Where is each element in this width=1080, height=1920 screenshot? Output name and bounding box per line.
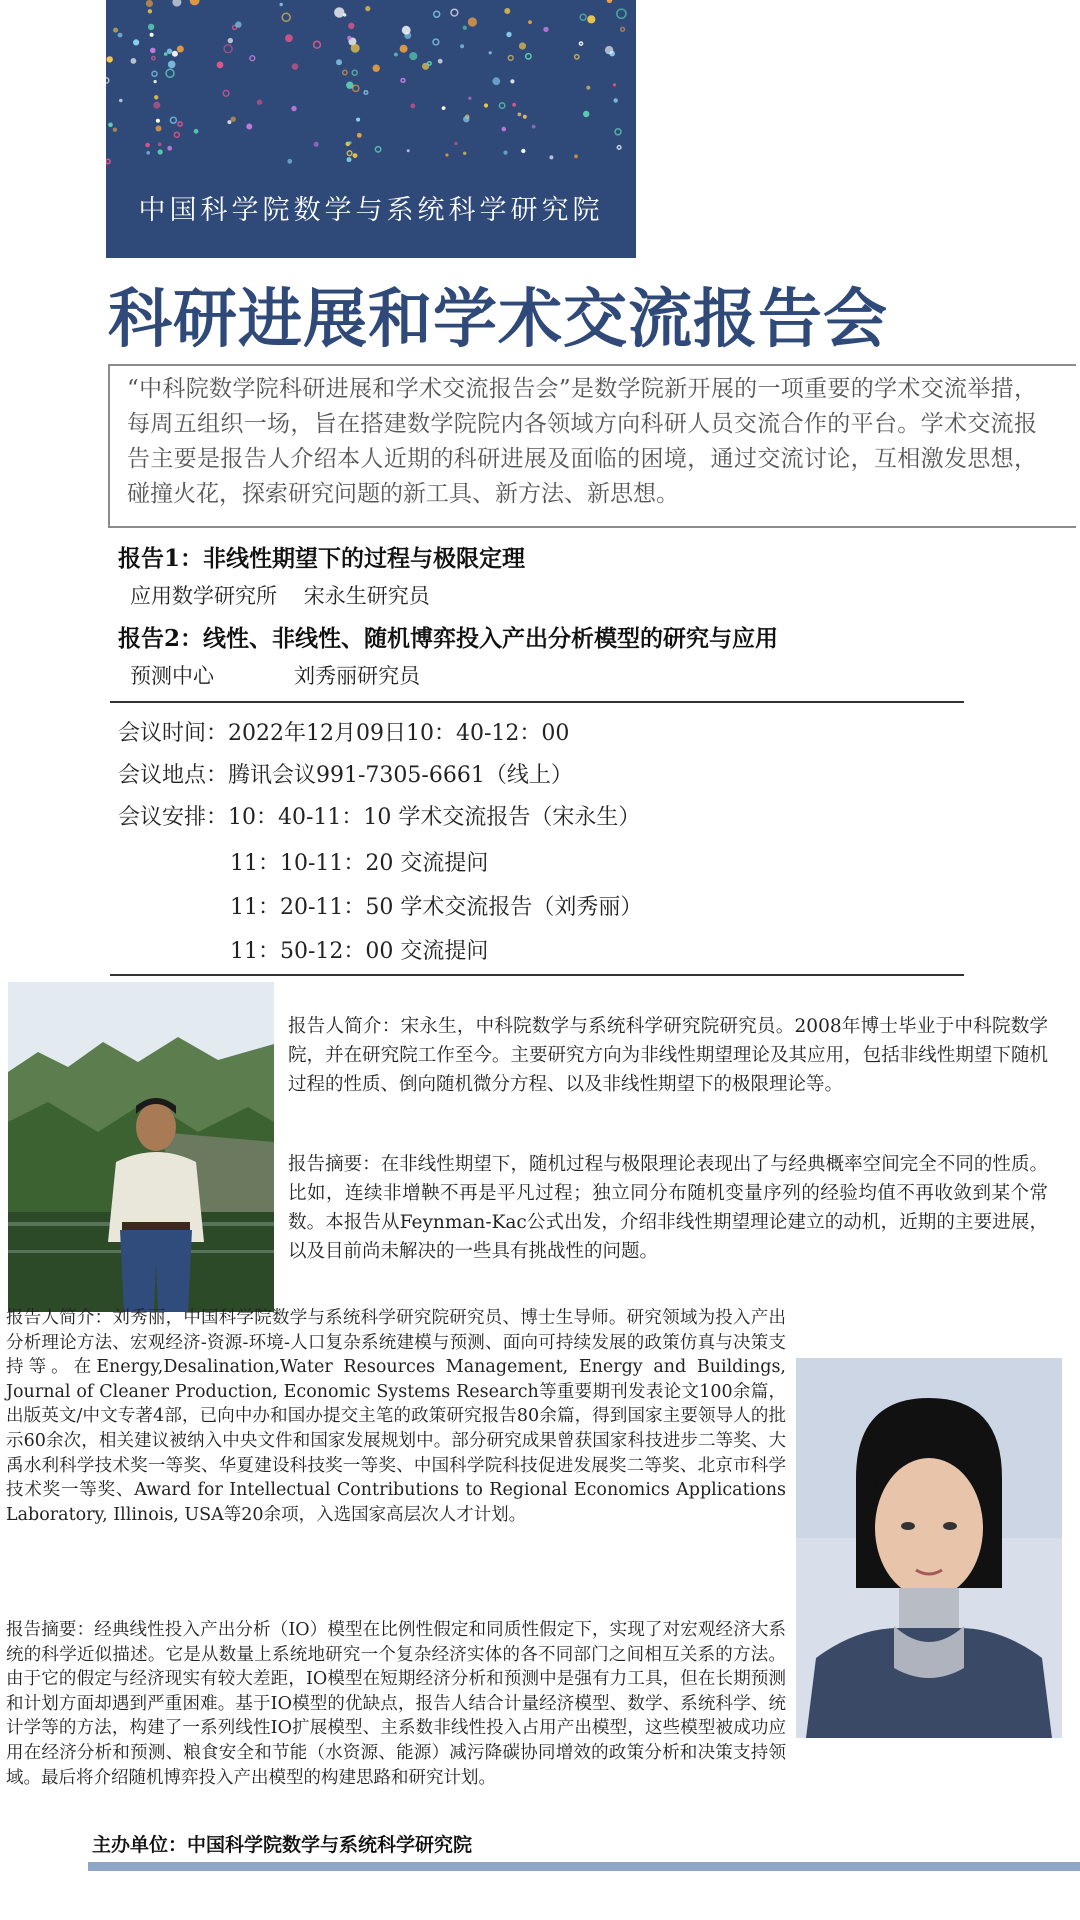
confetti-dot [336,59,342,65]
confetti-dot [463,26,467,30]
intro-text: “中科院数学院科研进展和学术交流报告会”是数学院新开展的一项重要的学术交流举措，每周五组织一场，旨在搭建数学院院内各领域方向科研人员交流合作的平台。学术交流报告主要是报告人介绍本人近期的科研进展及面临的困境，通过交流讨论，互相激发思想，碰撞火花，探索研究问题的新工具、新方法、新思想。 [127,376,1037,507]
schedule-item: 11：50-12：00 交流提问 [230,939,489,964]
confetti-dot [148,9,152,13]
confetti-dot [353,153,358,158]
confetti-dot [463,152,466,155]
confetti-dot [131,58,137,64]
confetti-dot [168,61,176,69]
confetti-dot [586,86,590,90]
report-1-title: 报告1：非线性期望下的过程与极限定理 [118,545,526,572]
confetti-dot [224,45,232,53]
confetti-dot [154,80,157,83]
confetti-dot [460,44,464,48]
confetti-dot [108,123,113,128]
confetti-dot [508,56,513,61]
confetti-dot [357,133,362,138]
confetti-dot [510,79,514,83]
confetti-dot [164,52,168,56]
confetti-dot [503,151,507,155]
confetti-dot [156,126,162,132]
confetti-dot [154,95,158,99]
confetti-dot [145,143,150,148]
speaker-1-abstract: 报告摘要：在非线性期望下，随机过程与极限理论表现出了与经典概率空间完全不同的性质。比如，连续非增鞅不再是平凡过程；独立同分布随机变量序列的经验均值不再收敛到某个常数。本报告从Feynman-Kac公式出发，介绍非线性期望理论建立的动机，近期的主要进展，以及目前尚未解决的一些具有挑战性的问题。 [288,1154,1048,1262]
confetti-dot [409,52,417,60]
confetti-dot [228,38,233,43]
confetti-dot [365,6,370,11]
confetti-dot [223,90,229,96]
confetti-dot [227,120,231,124]
confetti-dot [146,151,150,155]
confetti-dot [177,46,184,53]
confetti-dot [257,100,262,105]
confetti-dot [235,21,241,27]
confetti-dot [351,44,360,53]
confetti-dot [348,23,354,29]
report-2-speaker: 预测中心 刘秀丽研究员 [130,664,421,688]
confetti-dot [343,70,347,74]
confetti-dot [194,129,199,134]
confetti-dot [364,91,368,95]
confetti-dot [615,129,621,135]
confetti-dot [287,159,292,164]
confetti-dot [583,111,589,117]
confetti-dot [153,102,160,109]
confetti-dot [170,117,176,123]
confetti-dot [607,0,613,3]
confetti-dot [373,65,380,72]
institute-name: 中国科学院数学与系统科学研究院 [138,195,604,226]
confetti-dot [106,78,109,83]
confetti-dot [442,106,446,110]
confetti-dot [282,13,290,21]
confetti-dot [580,14,586,20]
confetti-dot [451,9,458,16]
meeting-place: 会议地点：腾讯会议991-7305-6661（线上） [118,763,573,788]
confetti-dot [454,142,458,146]
schedule-item: 11：10-11：20 交流提问 [230,851,489,876]
footer-bar [88,1862,1080,1871]
confetti-dot [428,62,431,65]
meeting-time: 会议时间：2022年12月09日10：40-12：00 [118,721,570,746]
confetti-dot [433,39,439,45]
confetti-dot [190,0,200,5]
confetti-dot [438,59,443,64]
confetti-dot [532,125,536,129]
confetti-dot [347,157,352,162]
confetti-dot [504,8,510,14]
report-1-speaker: 应用数学研究所 宋永生研究员 [130,584,430,608]
confetti-dot [285,34,293,42]
confetti-dot [352,70,357,75]
schedule-item: 11：20-11：50 学术交流报告（刘秀丽） [230,895,643,920]
confetti-dot [400,45,408,53]
schedule-item: 10：40-11：10 学术交流报告（宋永生） [228,805,641,830]
confetti-dot [167,49,173,55]
confetti-dot [356,118,360,122]
confetti-dot [353,85,359,91]
confetti-dot [617,9,626,18]
speaker-2-bio: 报告人简介：刘秀丽，中国科学院数学与系统科学研究院研究员、博士生导师。研究领域为投入产出分析理论方法、宏观经济-资源-环境-人口复杂系统建模与预测、面向可持续发展的政策仿真与决策支持等。在Energy,Desalination,Water Resources Management, Energy and Buildings, Journal of Cleaner Production, Economic Systems Research等重要期刊发表论文100余篇，出版英文/中文专著4部，已向中办和国办提交主笔的政策研究报告80余篇，得到国家主要领导人的批示60余次，相关建议被纳入中央文件和国家发展规划中。部分研究成果曾获国家科技进步二等奖、大禹水利科学技术奖一等奖、华夏建设科技奖一等奖、中国科学院科技促进发展奖二等奖、北京市科学技术奖一等奖、Award for Intellectual Contributions to Regional Economics Applications Laboratory, Illinois, USA等20余项，入选国家高层次人才计划。 [6,1308,786,1525]
confetti-dot [348,141,351,144]
confetti-dot [280,3,283,6]
confetti-dot [250,56,255,61]
confetti-dot [489,51,492,54]
confetti-dot [172,51,178,57]
page-title: 科研进展和学术交流报告会 [108,283,888,357]
organizer: 主办单位：中国科学院数学与系统科学研究院 [92,1834,473,1856]
confetti-dot [605,46,613,54]
confetti-dot [158,149,163,154]
speaker-2-abstract: 报告摘要：经典线性投入产出分析（IO）模型在比例性假定和同质性假定下，实现了对宏观经济大系统的科学近似描述。它是从数量上系统地研究一个复杂经济实体的各不同部门之间相互关系的方法。由于它的假定与经济现实有较大差距，IO模型在短期经济分析和预测中是强有力工具，但在长期预测和计划方面却遇到严重困难。基于IO模型的优缺点，报告人结合计量经济模型、数学、系统科学、统计学等的方法，构建了一系列线性IO扩展模型、主系数非线性投入占用产出模型，这些模型被成功应用在经济分析和预测、粮食安全和节能（水资源、能源）减污降碳协同增效的政策分析和决策支持领域。最后将介绍随机博弈投入产出模型的构建思路和研究计划。 [6,1620,786,1788]
confetti-dot [314,142,319,147]
confetti-dot [394,53,398,57]
confetti-dot [492,77,500,85]
confetti-dot [217,62,224,69]
confetti-dot [158,142,162,146]
confetti-dot [543,27,548,32]
confetti-dot [375,147,380,152]
confetti-dot [512,103,516,107]
confetti-dot [347,151,352,156]
confetti-dot [314,41,321,48]
confetti-dot [575,55,579,59]
confetti-dot [519,42,526,49]
confetti-dot [401,79,405,83]
confetti-dot [174,132,179,137]
confetti-dot [148,24,154,30]
divider [110,701,964,703]
confetti-dot [150,33,154,37]
confetti-dot [526,54,531,59]
confetti-dot [579,42,582,45]
confetti-dot [484,103,488,107]
confetti-dot [156,119,160,123]
confetti-dot [152,57,155,60]
speaker-2-photo [796,1358,1062,1738]
confetti-dot [246,124,252,130]
confetti-dot [146,0,153,7]
confetti-dot [407,149,410,152]
confetti-dot [167,146,172,151]
confetti-dot [621,27,625,31]
confetti-dot [178,122,182,126]
confetti-dot [152,71,157,76]
speaker-1-photo [8,982,274,1312]
speaker-1-bio: 报告人简介：宋永生，中科院数学与系统科学研究院研究员。2008年博士毕业于中科院数学院，并在研究院工作至今。主要研究方向为非线性期望理论及其应用，包括非线性期望下随机过程的性质、倒向随机微分方程、以及非线性期望下的极限理论等。 [288,1016,1048,1095]
confetti-dot [614,98,618,102]
confetti-dot [518,113,522,117]
confetti-dot [468,17,477,26]
confetti-dot [231,117,236,122]
confetti-dot [502,127,507,132]
schedule-label: 会议安排： [118,805,229,830]
confetti-dot [150,48,156,54]
confetti-dot [523,115,527,119]
confetti-dot [434,11,440,17]
confetti-dot [119,99,123,103]
confetti-dot [107,56,113,62]
confetti-dot [166,69,174,77]
confetti-dot [468,97,471,100]
confetti-dot [499,103,504,108]
confetti-dot [172,0,181,7]
confetti-dot [587,15,595,23]
confetti-dot [113,128,117,132]
confetti-dot [617,146,621,150]
confetti-dot [528,20,532,24]
report-2-title: 报告2：线性、非线性、随机博弈投入产出分析模型的研究与应用 [118,625,779,652]
confetti-dot [133,39,139,45]
dots-decoration [106,0,636,180]
confetti-dot [411,104,416,109]
confetti-dot [113,28,118,33]
divider [110,974,964,976]
confetti-dot [292,63,299,70]
confetti-dot [118,33,123,38]
confetti-dot [291,106,296,111]
confetti-dot [549,155,553,159]
confetti-dot [574,155,578,159]
confetti-dot [347,36,351,40]
confetti-dot [521,149,525,153]
confetti-dot [106,159,110,163]
confetti-dot [445,153,448,156]
confetti-dot [463,116,469,122]
confetti-dot [613,83,616,86]
confetti-dot [402,26,411,35]
confetti-dot [334,7,344,17]
confetti-dot [506,32,511,37]
header-banner [106,0,636,258]
